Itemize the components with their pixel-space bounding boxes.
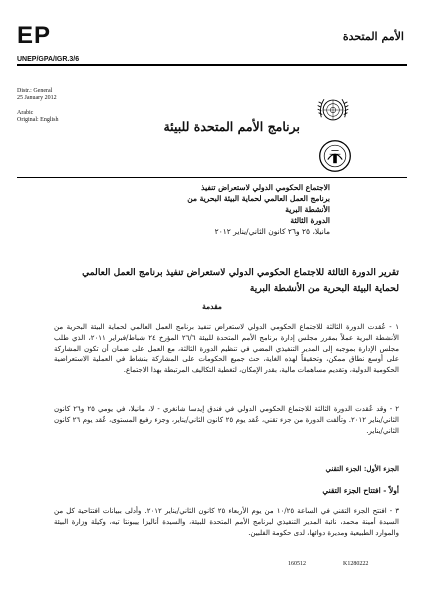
- meeting-line-3: الأنشطة البرية: [285, 205, 330, 214]
- meeting-session: الدورة الثالثة: [290, 216, 330, 225]
- unep-title: برنامج الأمم المتحدة للبيئة: [163, 119, 300, 134]
- introduction-heading: مقدمة: [202, 302, 222, 311]
- meeting-line-2: برنامج العمل العالمي لحماية البيئة البحرية من: [187, 194, 330, 203]
- language: Arabic: [17, 110, 34, 116]
- section-heading: أولاً - افتتاح الجزء التقني: [322, 486, 399, 495]
- part-heading: الجزء الأول: الجزء التقني: [325, 464, 399, 473]
- unep-logo-icon: [317, 138, 353, 174]
- distribution: Distr.: General: [17, 88, 53, 94]
- meeting-line-1: الاجتماع الحكومي الدولي لاستعراض تنفيذ: [201, 183, 330, 192]
- paragraph-3: ٣ - افتتح الجزء التقني في الساعة ١٠/٢٥ من يوم الأربعاء ٢٥ كانون الثاني/يناير ٢٠١٢. وأدلى ببيانات افتتاحية كل من السيدة أمينة محمد، نائبة المدير التنفيذي لبرنامج الأمم المتحدة للبيئة، والسيدة أناليزا ييبونتا تيه، وكيلة وزارة البيئة والموارد الطبيعية ومديرة دوائها، لدى حكومة الفلبين.: [54, 507, 399, 537]
- report-title: تقرير الدورة الثالثة للاجتماع الحكومي الدولي لاستعراض تنفيذ برنامج العمل العالمي لحماية البيئة البحرية من الأنشطة البرية: [82, 267, 399, 294]
- footer-code-2: K1280222: [343, 561, 369, 567]
- united-nations-arabic: الأمم المتحدة: [342, 30, 404, 43]
- document-date: 25 January 2012: [17, 95, 57, 101]
- original-language: Original: English: [17, 117, 59, 123]
- title-rule: [17, 177, 407, 178]
- un-emblem-icon: [315, 92, 351, 128]
- header-rule: [17, 64, 407, 66]
- document-code-ep: EP: [17, 22, 52, 49]
- paragraph-2: ٢ - وقد عُقدت الدورة الثالثة للاجتماع الحكومي الدولي في فندق إيدسا شانغري - لا، مانيلا، في يومي ٢٥ و٢٦ كانون الثاني/يناير ٢٠١٢. وتألفت الدورة من جزء تقني، عُقد يوم ٢٥ كانون الثاني/يناير، وجزء رفيع المستوى، عُقد يوم ٢٦ كانون الثاني/يناير.: [54, 405, 399, 435]
- footer-code-1: 160512: [288, 561, 306, 567]
- meeting-block: [150, 182, 330, 237]
- meeting-place-date: مانيلا، ٢٥ و٢٦ كانون الثاني/يناير ٢٠١٢: [214, 227, 330, 236]
- document-symbol: UNEP/GPA/IGR.3/6: [17, 56, 80, 63]
- paragraph-1: ١ - عُقدت الدورة الثالثة للاجتماع الحكومي الدولي لاستعراض تنفيذ برنامج العمل العالمي لحماية البيئة البحرية من الأنشطة البرية عملاً بمقرر مجلس إدارة برنامج الأمم المتحدة للبيئة ٢٦/٦ المؤرخ ٢٤ شباط/فبراير ٢٠١١، الذي طلب مجلس الإدارة بموجبه إلى المدير التنفيذي المضي في تنظيم الدورة الثالثة، مع العمل على ضمان أن تكون المشاركة على أوسع نطاق ممكن، وتحقيقاً لهذه الغاية، حث جميع الحكومات على المشاركة بنشاط في العملية الاستعراضية الحكومية الدولية، وتقديم مساهمات مالية، بقدر الإمكان، لتغطية التكاليف المرتبطة بهذا الاجتماع.: [54, 323, 399, 375]
